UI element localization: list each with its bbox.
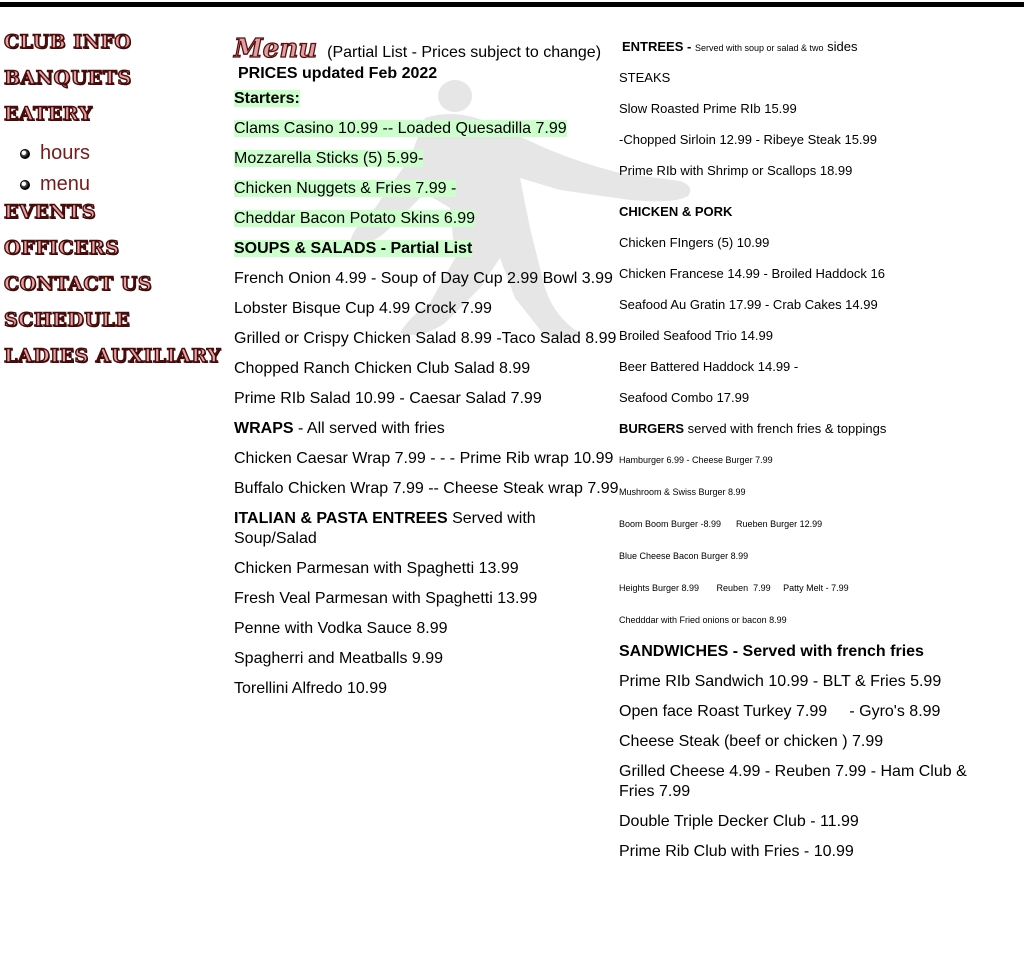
nav-banquets[interactable]: BANQUETS: [4, 67, 132, 89]
soup-item: Lobster Bisque Cup 4.99 Crock 7.99: [234, 300, 492, 317]
pasta-item: Torellini Alfredo 10.99: [234, 680, 387, 697]
nav-schedule[interactable]: SCHEDULE: [4, 309, 131, 331]
seafood-item: Broiled Seafood Trio 14.99: [619, 328, 773, 343]
pasta-item: Spagherri and Meatballs 9.99: [234, 650, 444, 667]
burger-item: Boom Boom Burger -8.99 Rueben Burger 12.99: [619, 519, 823, 529]
seafood-item: Seafood Au Gratin 17.99 - Crab Cakes 14.99: [619, 297, 878, 312]
pasta-item: Penne with Vodka Sauce 8.99: [234, 620, 448, 637]
nav-contact-us[interactable]: CONTACT US: [4, 273, 153, 295]
menu-link[interactable]: menu: [40, 173, 91, 195]
nav-club-info[interactable]: CLUB INFO: [4, 31, 132, 53]
wraps-heading: WRAPS: [234, 420, 294, 437]
italian-heading: ITALIAN & PASTA ENTREES: [234, 510, 448, 527]
pasta-item: Chicken Parmesan with Spaghetti 13.99: [234, 560, 519, 577]
wrap-item: Chicken Caesar Wrap 7.99 - - - Prime Rib wrap 10.99: [234, 450, 614, 467]
sandwich-item: Cheese Steak (beef or chicken ) 7.99: [619, 733, 884, 750]
entrees-note: Served with soup or salad & two: [694, 43, 824, 53]
menu-column: [234, 34, 620, 706]
burger-item: Hamburger 6.99 - Cheese Burger 7.99: [619, 455, 773, 465]
partial-list-note: (Partial List - Prices subject to change): [327, 44, 602, 61]
salad-item: Chopped Ranch Chicken Club Salad 8.99: [234, 360, 531, 377]
top-rule: [0, 2, 1024, 7]
burger-item: Blue Cheese Bacon Burger 8.99: [619, 551, 749, 561]
starter-item: Chicken Nuggets & Fries 7.99 -: [234, 180, 457, 197]
submenu-item-menu: [20, 169, 224, 200]
steak-item: -Chopped Sirloin 12.99 - Ribeye Steak 15.99: [619, 132, 877, 147]
steaks-heading: STEAKS: [619, 70, 671, 85]
steak-item: Prime RIb with Shrimp or Scallops 18.99: [619, 163, 853, 178]
nav-events[interactable]: EVENTS: [4, 201, 96, 223]
burger-item: Mushroom & Swiss Burger 8.99: [619, 487, 746, 497]
sandwich-item: Prime RIb Sandwich 10.99 - BLT & Fries 5.99: [619, 673, 942, 690]
sandwich-item: Grilled Cheese 4.99 - Reuben 7.99 - Ham Club & Fries 7.99: [619, 763, 967, 800]
burgers-heading: BURGERS: [619, 421, 685, 436]
salad-item: Prime RIb Salad 10.99 - Caesar Salad 7.99: [234, 390, 542, 407]
starters-heading: Starters:: [234, 90, 300, 107]
bullet-icon: [20, 149, 30, 159]
menu-header: [234, 34, 620, 64]
starter-item: Clams Casino 10.99 -- Loaded Quesadilla 7.99: [234, 120, 567, 137]
pasta-item: Fresh Veal Parmesan with Spaghetti 13.99: [234, 590, 538, 607]
chicken-item: Chicken Francese 14.99 - Broiled Haddock 16: [619, 266, 885, 281]
seafood-item: Seafood Combo 17.99: [619, 390, 750, 405]
burger-item: Chedddar with Fried onions or bacon 8.99: [619, 615, 787, 625]
sandwiches-heading: SANDWICHES - Served with french fries: [619, 643, 924, 660]
submenu-item-hours: [20, 138, 224, 169]
entrees-heading: ENTREES -: [622, 39, 692, 54]
sandwich-item: Open face Roast Turkey 7.99 - Gyro's 8.99: [619, 703, 941, 720]
italian-note: Served with Soup/Salad: [234, 510, 536, 547]
wraps-note: - All served with fries: [293, 420, 445, 437]
starter-item: Cheddar Bacon Potato Skins 6.99: [234, 210, 476, 227]
entrees-column: [619, 34, 1019, 869]
soup-item: French Onion 4.99 - Soup of Day Cup 2.99 Bowl 3.99: [234, 270, 613, 287]
chicken-pork-heading: CHICKEN & PORK: [619, 204, 733, 219]
left-navigation: [4, 30, 224, 380]
nav-ladies-auxiliary[interactable]: LADIES AUXILIARY: [4, 345, 221, 367]
sandwich-item: Double Triple Decker Club - 11.99: [619, 813, 859, 830]
seafood-item: Beer Battered Haddock 14.99 -: [619, 359, 799, 374]
burgers-note: served with french fries & toppings: [684, 421, 887, 436]
prices-updated-note: PRICES updated Feb 2022: [238, 65, 438, 82]
nav-eatery[interactable]: EATERY: [4, 103, 93, 125]
sandwich-item: Prime Rib Club with Fries - 10.99: [619, 843, 854, 860]
hours-link[interactable]: hours: [40, 142, 91, 164]
chicken-item: Chicken FIngers (5) 10.99: [619, 235, 770, 250]
menu-logo: Menu: [234, 34, 318, 64]
burger-item: Heights Burger 8.99 Reuben 7.99 Patty Melt - 7.99: [619, 583, 849, 593]
nav-officers[interactable]: OFFICERS: [4, 237, 120, 259]
salad-item: Grilled or Crispy Chicken Salad 8.99 -Taco Salad 8.99: [234, 330, 617, 347]
eatery-submenu: [20, 138, 224, 200]
wrap-item: Buffalo Chicken Wrap 7.99 -- Cheese Steak wrap 7.99: [234, 480, 619, 497]
steak-item: Slow Roasted Prime RIb 15.99: [619, 101, 797, 116]
soups-salads-heading: SOUPS & SALADS - Partial List: [234, 240, 473, 257]
starter-item: Mozzarella Sticks (5) 5.99-: [234, 150, 424, 167]
bullet-icon: [20, 180, 30, 190]
entrees-note-end: sides: [827, 39, 858, 54]
